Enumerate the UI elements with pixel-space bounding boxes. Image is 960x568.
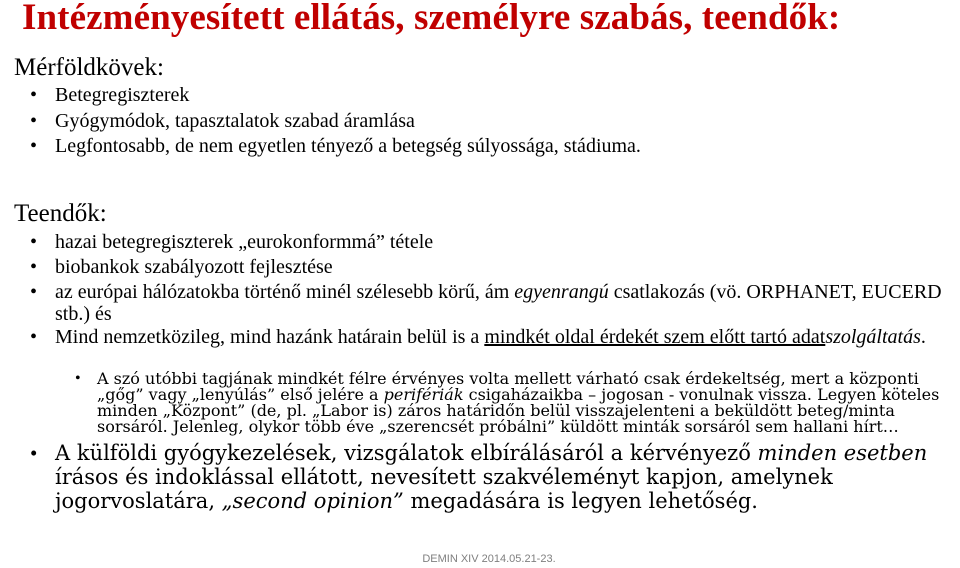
task-item-text: A külföldi gyógykezelések, vizsgálatok elbírálásáról a kérvényező minden esetben írásos és indoklással ellátott, nevesített szakvéleményt kapjon, amelynek jogorvoslatára, „second opinion” megadására is legyen lehetőség. xyxy=(55,441,928,513)
sub-item-text: A szó utóbbi tagjának mindkét félre érvényes volta mellett várható csak érdekeltség, mert a központi „gőg” vagy „lenyúlás” első jelére a perifériák csigaházaikba – jogosan - vonulnak vissza. Legyen köteles minden „Központ” (de, pl. „Labor is) záros határidőn belül visszajelenteni a beküldött beteg/minta sorsáról. Jelenleg, olykor több éve „szerencsét próbálni” küldött minták sorsáról sem hallani hírt… xyxy=(97,369,940,436)
task-item-text: hazai betegregiszterek „eurokonformmá” tétele xyxy=(55,231,434,253)
list-item xyxy=(30,256,950,278)
list-item xyxy=(30,135,950,157)
task-item-text: biobankok szabályozott fejlesztése xyxy=(55,256,333,278)
tasks-heading: Teendők: xyxy=(14,200,107,227)
bullet-icon: • xyxy=(30,326,38,348)
list-item xyxy=(30,441,950,513)
list-item xyxy=(30,84,950,106)
bullet-icon: • xyxy=(30,441,38,465)
bullet-icon: • xyxy=(75,370,81,387)
sub-list-item xyxy=(77,371,957,435)
bullet-icon: • xyxy=(30,135,38,157)
task-item-text: Mind nemzetközileg, mind hazánk határain belül is a mindkét oldal érdekét szem előtt tartó adatszolgáltatás. xyxy=(55,326,926,348)
bullet-icon: • xyxy=(30,84,38,106)
task-item-text: az európai hálózatokba történő minél szélesebb körű, ám egyenrangú csatlakozás (vö. ORPHANET, EUCERD stb.) és xyxy=(55,281,942,325)
bullet-icon: • xyxy=(30,281,38,303)
milestone-item-text: Betegregiszterek xyxy=(55,84,190,106)
bullet-icon: • xyxy=(30,231,38,253)
milestones-heading: Mérföldkövek: xyxy=(14,54,164,81)
milestone-item-text: Legfontosabb, de nem egyetlen tényező a betegség súlyossága, stádiuma. xyxy=(55,135,641,157)
list-item xyxy=(30,326,950,348)
list-item xyxy=(30,110,950,132)
list-item xyxy=(30,231,950,253)
bullet-icon: • xyxy=(30,256,38,278)
footer-text: DEMIN XIV 2014.05.21-23. xyxy=(422,553,556,565)
bullet-icon: • xyxy=(30,110,38,132)
milestone-item-text: Gyógymódok, tapasztalatok szabad áramlása xyxy=(55,110,415,132)
list-item xyxy=(30,281,950,325)
slide-title: Intézményesített ellátás, személyre szabás, teendők: xyxy=(22,0,841,38)
